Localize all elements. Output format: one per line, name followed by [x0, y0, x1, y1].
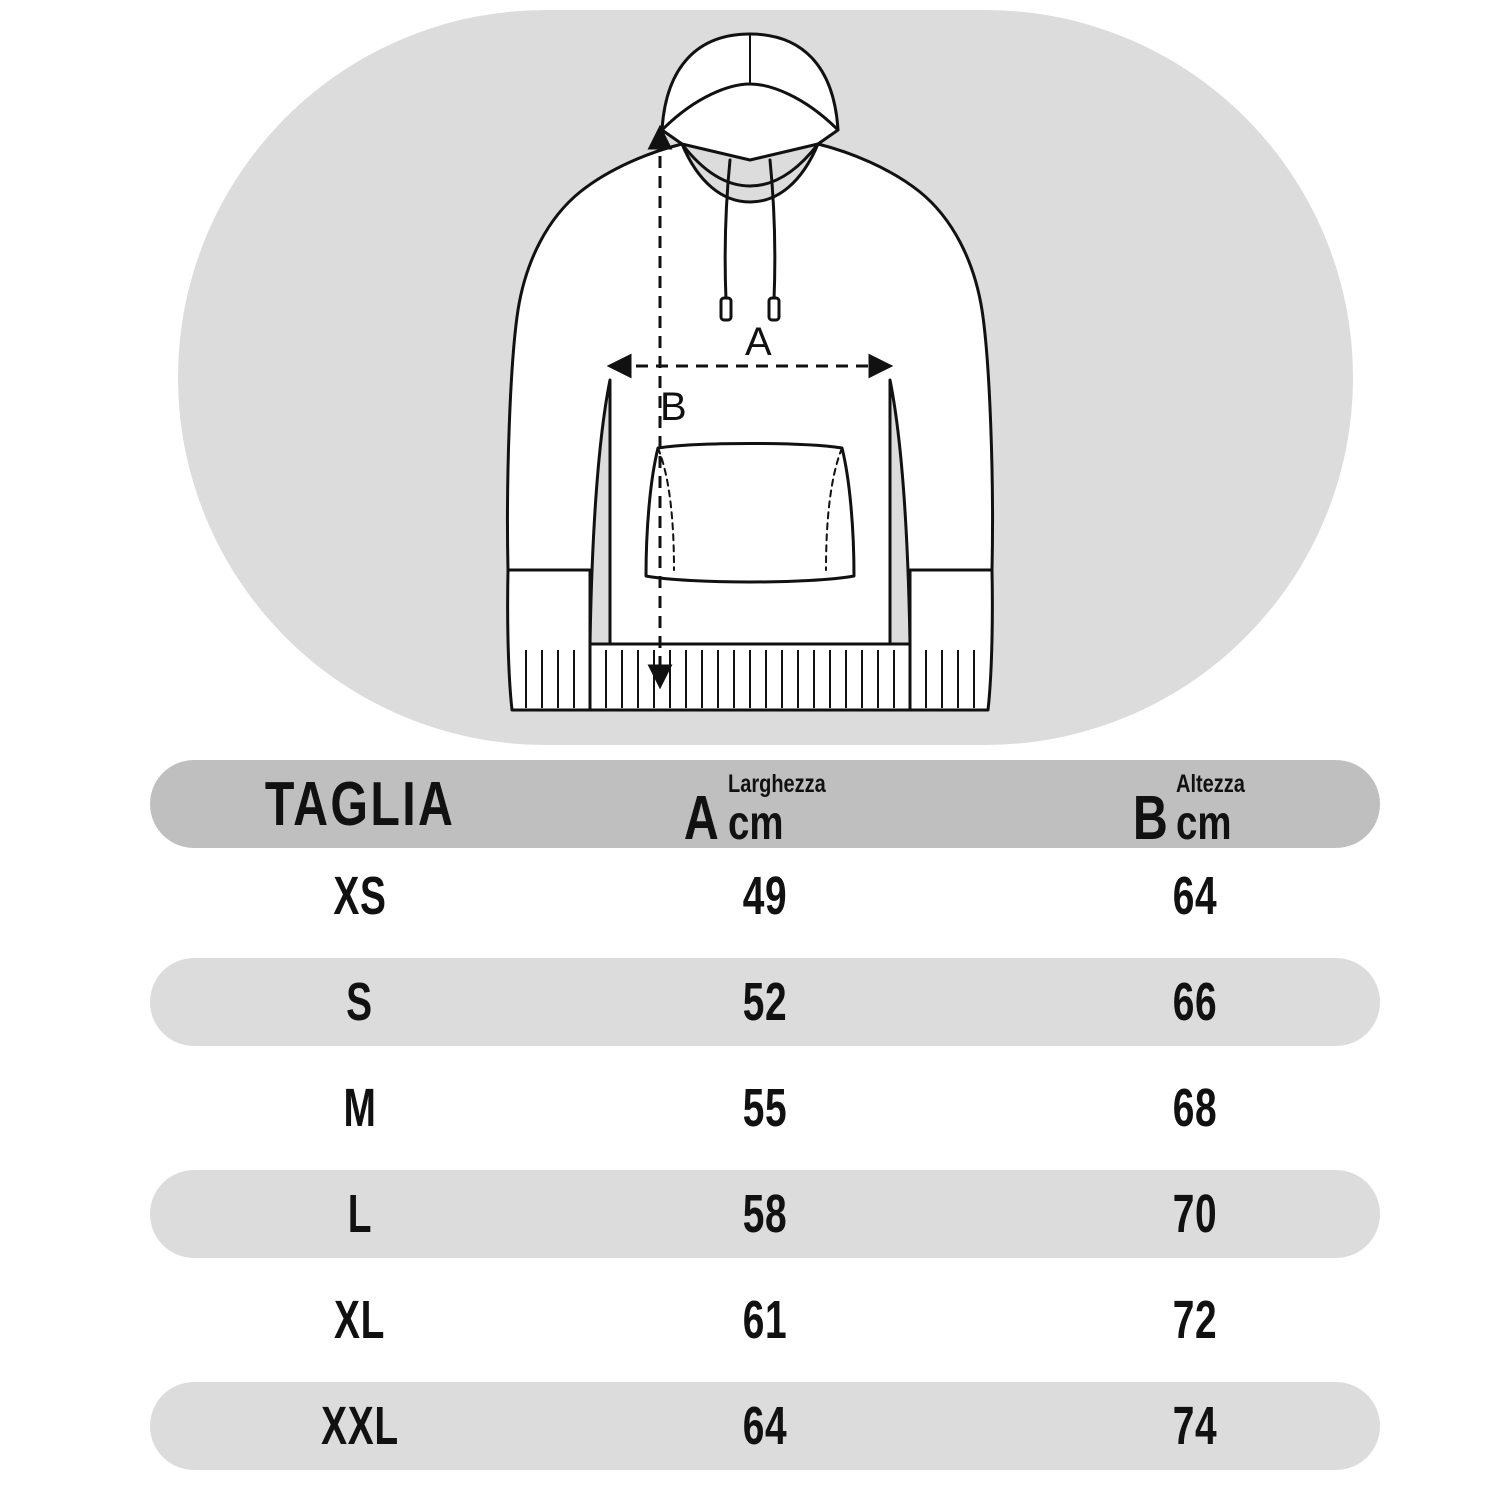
cell-width: 49	[742, 866, 788, 926]
cell-width: 52	[742, 972, 788, 1032]
header-cell-width	[580, 760, 950, 853]
measure-label-a: A	[745, 320, 772, 364]
cell-height: 68	[1172, 1078, 1218, 1138]
header-unit-b: cm	[1176, 797, 1232, 850]
cell-height: 66	[1172, 972, 1218, 1032]
measure-label-b: B	[660, 385, 687, 429]
cell-size: XL	[334, 1290, 386, 1350]
header-cell-height	[1030, 760, 1360, 853]
cell-width: 55	[742, 1078, 788, 1138]
cell-width: 58	[742, 1184, 788, 1244]
cell-size: M	[343, 1078, 377, 1138]
header-unit-a: cm	[728, 797, 784, 850]
table-row	[150, 1064, 1380, 1152]
cell-height: 74	[1172, 1396, 1218, 1456]
table-header-row	[150, 760, 1380, 853]
table-row	[150, 958, 1380, 1046]
table-row	[150, 1382, 1380, 1470]
cell-height: 72	[1172, 1290, 1218, 1350]
cell-height: 64	[1172, 866, 1218, 926]
header-caption-altezza: Altezza	[1176, 770, 1246, 798]
table-row	[150, 1276, 1380, 1364]
hoodie-illustration	[430, 10, 1070, 740]
cell-size: XXL	[321, 1396, 399, 1456]
table-row	[150, 1170, 1380, 1258]
cell-size: S	[346, 972, 374, 1032]
cell-width: 64	[742, 1396, 788, 1456]
header-letter-b: B	[1132, 784, 1168, 853]
cell-width: 61	[742, 1290, 788, 1350]
size-table	[0, 760, 1500, 1500]
table-row	[150, 852, 1380, 940]
cell-size: XS	[333, 866, 387, 926]
header-cell-size: TAGLIA	[264, 769, 456, 839]
header-caption-larghezza: Larghezza	[728, 770, 827, 798]
cell-height: 70	[1172, 1184, 1218, 1244]
cell-size: L	[347, 1184, 373, 1244]
header-letter-a: A	[684, 784, 720, 853]
